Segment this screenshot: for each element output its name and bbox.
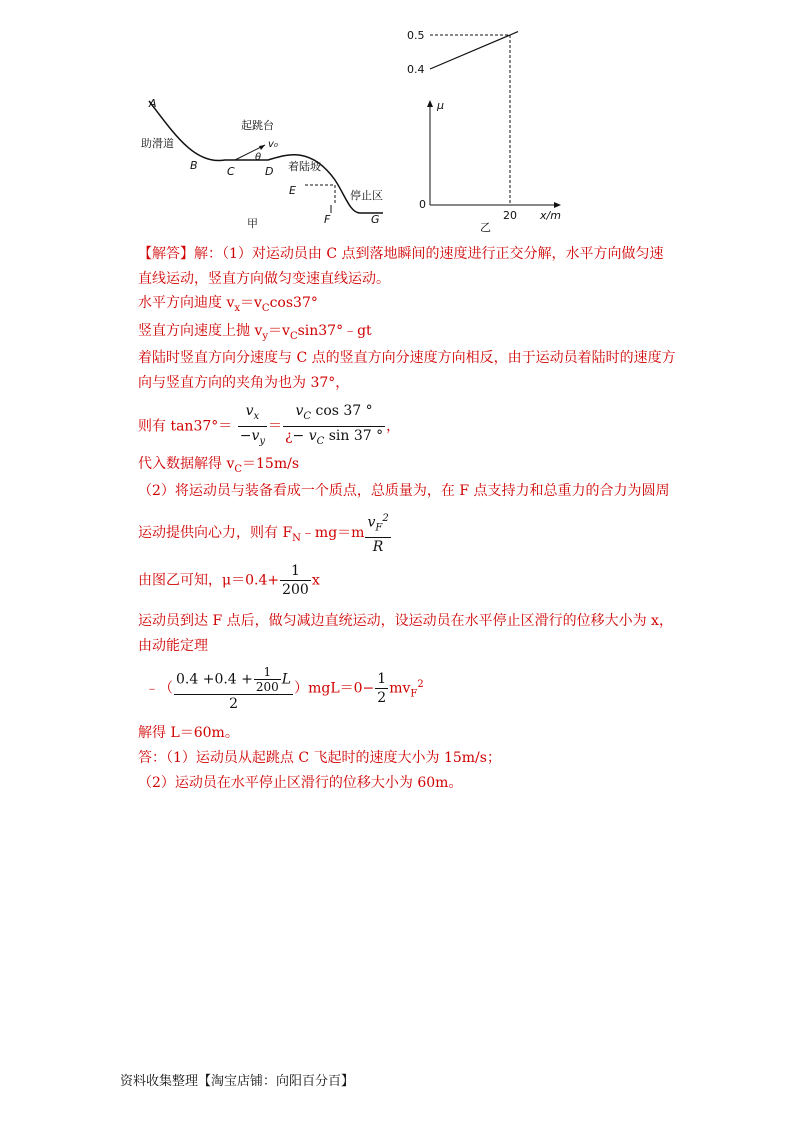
solution-line-2: 直线运动，竖直方向做匀变速直线运动。	[138, 271, 390, 287]
fraction-vx-over-vy: $\frac{v_x}{-v_y}$	[239, 403, 266, 447]
label-D: D	[265, 165, 274, 178]
caption-yi: 乙	[480, 221, 491, 234]
solution-line-15: 解得 L＝60m。	[138, 725, 239, 741]
y-tick-label-0.4: 0.4	[407, 63, 425, 76]
answer-line-1: 答：（1）运动员从起跳点 C 飞起时的速度大小为 15m/s；	[138, 750, 501, 766]
fraction-average-mu: 0.4 +0.4 + $\frac{1}{200}$ L 2	[176, 664, 292, 712]
mu-x-chart	[405, 29, 580, 235]
label-theta: θ	[255, 152, 262, 163]
label-E: E	[289, 184, 296, 197]
fraction-inner-1-over-200: $\frac{1}{200}$	[255, 664, 279, 694]
solution-line-4: 竖直方向速度上抛 $v_y=v_C\sin 37^\circ﹣gt$	[138, 323, 372, 342]
fraction-vf2-over-R: $\frac{v_F^2}{R}$	[365, 510, 390, 556]
fraction-one-half: $\frac{1}{2}$	[377, 671, 387, 707]
solution-line-3: 水平方向迪度 $v_x=v_C\cos 37^\circ$	[138, 295, 318, 314]
x-axis-arrowhead	[554, 202, 561, 208]
label-B: B	[190, 159, 198, 172]
v0-arrowhead	[259, 145, 265, 150]
label-landing-slope: 着陆坡	[288, 160, 321, 173]
label-v0: v₀	[268, 139, 278, 150]
caption-jia: 甲	[247, 217, 258, 230]
label-run-up: 助滑道	[141, 137, 174, 150]
x-tick-label-0: 0	[419, 198, 426, 211]
solution-line-9: （2）将运动员与装备看成一个质点，总质量为，在 F 点支持力和总重力的合力为圆周	[138, 483, 670, 499]
mu-line	[430, 32, 518, 69]
y-tick-label-0.5: 0.5	[407, 29, 425, 42]
fraction-cos-over-sin: $\frac{v_C \cos 37 ^\circ}{¿- v_C \sin 37 ^\circ}$	[285, 403, 384, 447]
solution-line-5: 着陆时竖直方向分速度与 C 点的竖直方向分速度方向相反，由于运动员着陆时的速度方	[138, 350, 676, 366]
label-takeoff: 起跳台	[241, 119, 274, 132]
solution-line-13: 由动能定理	[138, 638, 208, 654]
fraction-1-over-200: $\frac{1}{200}$	[282, 563, 309, 598]
solution-line-12: 运动员到达 F 点后，做匀减边直统运动，设运动员在水平停止区滑行的位移大小为 x，	[138, 613, 673, 629]
y-axis-arrowhead	[427, 100, 433, 107]
x-tick-label-20: 20	[503, 209, 517, 222]
page-footer: 资料收集整理【淘宝店铺：向阳百分百】	[120, 1074, 355, 1089]
ski-track-figure	[135, 95, 395, 235]
label-A: A	[149, 97, 157, 110]
solution-line-11: 由图乙可知，μ＝0.4+ $\frac{1}{200}$ x	[138, 563, 320, 598]
answer-line-2: （2）运动员在水平停止区滑行的位移大小为 60m。	[138, 775, 463, 791]
label-G: G	[371, 213, 380, 226]
solution-line-7: 则有 tan37°＝ $\frac{v_x}{-v_y}$ ＝ $\frac{v_C \cos 37 ^\circ}{¿- v_C \sin 37 ^\circ}$ ，	[138, 402, 400, 451]
solution-line-8: 代入数据解得 $v_C=15m/s$	[138, 456, 300, 475]
solution-line-14: ﹣（ 0.4 +0.4 + $\frac{1}{200}$ L 2 ）mgL＝0− $\frac{1}{2}$ $mv_F^2$	[145, 664, 424, 712]
label-stop-zone: 停止区	[350, 189, 383, 202]
label-F: F	[324, 213, 331, 226]
x-axis-label: x/m	[540, 209, 561, 222]
ski-track-path	[149, 101, 383, 213]
solution-line-6: 向与竖直方向的夹角为也为 37°，	[138, 375, 350, 391]
solution-line-10: 运动提供向心力，则有 $F_N﹣mg=m$ $\frac{v_F^2}{R}$	[138, 510, 392, 557]
y-axis-label: μ	[437, 99, 444, 112]
solution-line-1: 【解答】解：（1）对运动员由 C 点到落地瞬间的速度进行正交分解，水平方向做匀速	[138, 246, 664, 262]
label-C: C	[227, 165, 235, 178]
